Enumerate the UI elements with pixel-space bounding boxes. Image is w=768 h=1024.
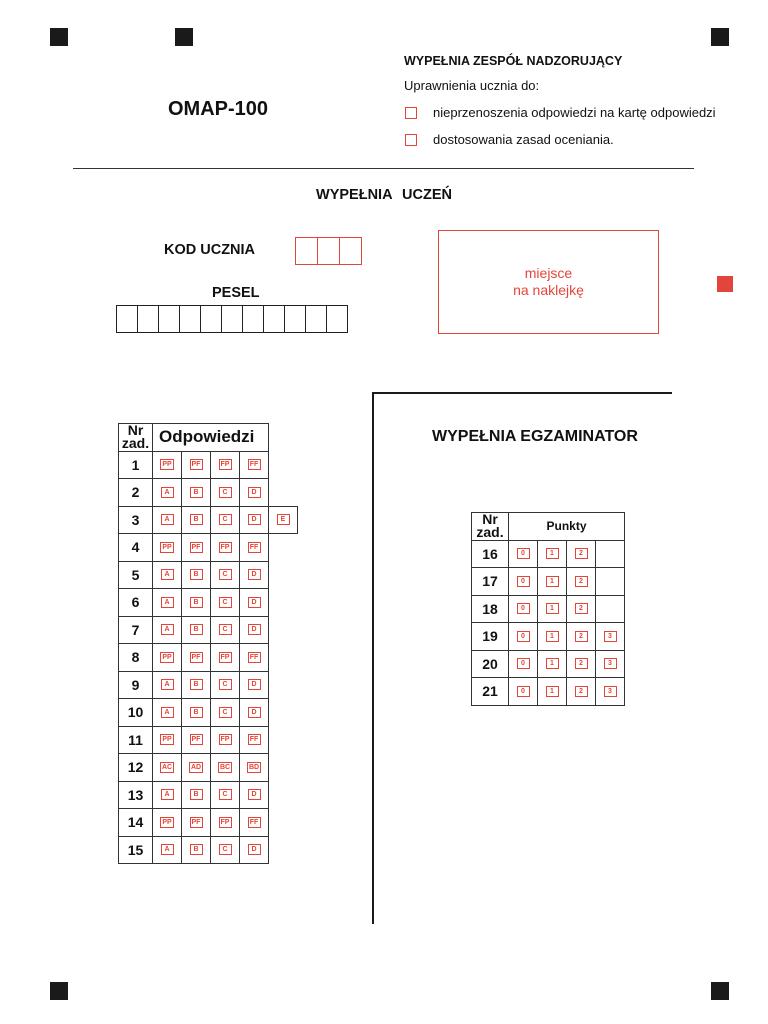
answer-cell bbox=[153, 754, 182, 782]
points-cell bbox=[567, 540, 596, 568]
registration-marker bbox=[50, 28, 68, 46]
answer-row bbox=[119, 809, 298, 837]
answer-cell bbox=[211, 726, 240, 754]
answer-cell bbox=[211, 534, 240, 562]
checkbox[interactable] bbox=[405, 107, 417, 119]
answer-option-box[interactable]: FP bbox=[219, 459, 232, 470]
points-cell bbox=[509, 595, 538, 623]
points-option-box[interactable]: 0 bbox=[517, 548, 530, 559]
answer-cell bbox=[240, 671, 269, 699]
answer-cell bbox=[240, 589, 269, 617]
answer-row bbox=[119, 534, 298, 562]
answer-option-box[interactable]: A bbox=[161, 569, 174, 580]
points-cell bbox=[567, 595, 596, 623]
points-cell bbox=[509, 623, 538, 651]
pesel-digit-box[interactable] bbox=[221, 305, 243, 333]
answer-cell bbox=[240, 836, 269, 864]
answer-option-box[interactable]: E bbox=[277, 514, 290, 525]
points-cell bbox=[538, 595, 567, 623]
answer-option-box[interactable]: D bbox=[248, 789, 261, 800]
answer-cell bbox=[240, 699, 269, 727]
answer-cell bbox=[240, 644, 269, 672]
supervisor-subtitle: Uprawnienia ucznia do: bbox=[404, 78, 540, 93]
points-cell bbox=[509, 678, 538, 706]
answer-option-box[interactable]: A bbox=[161, 624, 174, 635]
answer-cell bbox=[153, 671, 182, 699]
answer-option-box[interactable]: D bbox=[248, 707, 261, 718]
points-option-box[interactable]: 0 bbox=[517, 576, 530, 587]
answer-cell bbox=[182, 644, 211, 672]
answers-header: Odpowiedzi bbox=[153, 424, 269, 452]
answer-row bbox=[119, 836, 298, 864]
task-number: 7 bbox=[119, 616, 153, 644]
points-cell bbox=[509, 540, 538, 568]
answer-option-box[interactable]: FP bbox=[219, 542, 232, 553]
answer-option-box[interactable]: D bbox=[248, 514, 261, 525]
answer-option-box[interactable]: PF bbox=[190, 734, 203, 745]
answer-cell bbox=[153, 479, 182, 507]
answer-cell bbox=[211, 506, 240, 534]
points-table bbox=[471, 512, 625, 706]
points-option-box[interactable]: 1 bbox=[546, 576, 559, 587]
answer-option-box[interactable]: PP bbox=[162, 461, 172, 469]
answer-cell bbox=[240, 534, 269, 562]
answer-option-box[interactable]: FP bbox=[219, 817, 232, 828]
answer-cell bbox=[182, 506, 211, 534]
answer-cell bbox=[182, 699, 211, 727]
answer-cell bbox=[211, 451, 240, 479]
task-number: 21 bbox=[472, 678, 509, 706]
answer-option-box[interactable]: C bbox=[219, 597, 232, 608]
answer-option-box[interactable]: B bbox=[190, 679, 203, 690]
points-header-row bbox=[472, 513, 625, 541]
answer-row bbox=[119, 699, 298, 727]
points-option-box[interactable]: 2 bbox=[575, 548, 588, 559]
answers-header-row bbox=[119, 424, 298, 452]
answer-cell bbox=[182, 451, 211, 479]
points-option-box[interactable]: 3 bbox=[604, 658, 617, 669]
points-cell bbox=[596, 540, 625, 568]
points-header: Punkty bbox=[509, 513, 625, 541]
answer-option-box[interactable]: B bbox=[190, 514, 203, 525]
answer-option-box[interactable]: PP bbox=[162, 653, 172, 661]
pesel-digit-box[interactable] bbox=[242, 305, 264, 333]
task-number: 14 bbox=[119, 809, 153, 837]
checkbox-row[interactable] bbox=[405, 105, 716, 120]
header-nr-text: Nr bbox=[127, 422, 144, 439]
answer-cell bbox=[182, 809, 211, 837]
sticker-line-2: na naklejkę bbox=[513, 282, 584, 298]
answer-option-box[interactable]: FF bbox=[248, 817, 261, 828]
registration-marker bbox=[711, 28, 729, 46]
answer-cell bbox=[240, 726, 269, 754]
task-number: 16 bbox=[472, 540, 509, 568]
points-cell bbox=[538, 678, 567, 706]
answer-cell bbox=[153, 534, 182, 562]
task-number: 9 bbox=[119, 671, 153, 699]
points-option-box[interactable]: 3 bbox=[604, 631, 617, 642]
points-option-box[interactable]: 1 bbox=[546, 658, 559, 669]
points-cell bbox=[538, 568, 567, 596]
answer-option-box[interactable]: PF bbox=[190, 542, 203, 553]
divider bbox=[73, 168, 694, 169]
points-cell bbox=[538, 650, 567, 678]
answer-cell bbox=[182, 836, 211, 864]
header-nr-text: Nr bbox=[482, 511, 498, 528]
points-option-box[interactable]: 0 bbox=[517, 631, 530, 642]
points-cell bbox=[538, 540, 567, 568]
answer-row bbox=[119, 479, 298, 507]
answer-option-box[interactable]: B bbox=[190, 789, 203, 800]
answer-option-box[interactable]: A bbox=[161, 487, 174, 498]
code-digit-box[interactable] bbox=[339, 237, 362, 265]
answer-row bbox=[119, 616, 298, 644]
answer-row bbox=[119, 781, 298, 809]
registration-marker bbox=[50, 982, 68, 1000]
pesel-digit-box[interactable] bbox=[137, 305, 159, 333]
points-cell bbox=[596, 595, 625, 623]
answer-option-box[interactable]: C bbox=[219, 514, 232, 525]
answer-option-box[interactable]: C bbox=[219, 789, 232, 800]
points-option-box[interactable]: 0 bbox=[517, 603, 530, 614]
points-cell bbox=[596, 623, 625, 651]
answer-option-box[interactable]: D bbox=[248, 679, 261, 690]
answer-option-box[interactable]: PP bbox=[162, 543, 172, 551]
checkbox[interactable] bbox=[405, 134, 417, 146]
answer-cell bbox=[153, 616, 182, 644]
task-number: 13 bbox=[119, 781, 153, 809]
answer-cell bbox=[240, 616, 269, 644]
answer-cell bbox=[182, 589, 211, 617]
answer-cell bbox=[211, 479, 240, 507]
answer-option-box[interactable]: B bbox=[190, 844, 203, 855]
answer-cell bbox=[182, 616, 211, 644]
registration-marker bbox=[175, 28, 193, 46]
answer-cell bbox=[182, 479, 211, 507]
answer-option-box[interactable]: C bbox=[219, 487, 232, 498]
answer-cell bbox=[211, 616, 240, 644]
points-row bbox=[472, 595, 625, 623]
answer-cell bbox=[182, 726, 211, 754]
answer-cell bbox=[240, 781, 269, 809]
task-number: 4 bbox=[119, 534, 153, 562]
checkbox-row[interactable] bbox=[405, 132, 614, 147]
answer-cell bbox=[153, 561, 182, 589]
answer-cell bbox=[211, 589, 240, 617]
answer-row bbox=[119, 671, 298, 699]
points-cell bbox=[567, 623, 596, 651]
red-registration-marker bbox=[717, 276, 733, 292]
pesel-digit-box[interactable] bbox=[305, 305, 327, 333]
answer-cell bbox=[182, 781, 211, 809]
answer-cell bbox=[240, 451, 269, 479]
answer-row bbox=[119, 451, 298, 479]
answer-cell bbox=[211, 671, 240, 699]
answer-option-box[interactable]: C bbox=[219, 624, 232, 635]
task-number: 12 bbox=[119, 754, 153, 782]
points-cell bbox=[509, 650, 538, 678]
answer-option-box[interactable]: A bbox=[161, 707, 174, 718]
answer-cell bbox=[182, 561, 211, 589]
answer-cell bbox=[269, 506, 298, 534]
answer-option-box[interactable]: PF bbox=[190, 817, 203, 828]
answer-cell bbox=[153, 589, 182, 617]
pesel-digit-box[interactable] bbox=[326, 305, 348, 333]
answer-option-box[interactable]: D bbox=[248, 624, 261, 635]
points-cell bbox=[596, 678, 625, 706]
answer-option-box[interactable]: FP bbox=[219, 652, 232, 663]
answer-option-box[interactable]: B bbox=[190, 624, 203, 635]
answer-cell bbox=[240, 506, 269, 534]
task-number: 18 bbox=[472, 595, 509, 623]
points-option-box[interactable]: 1 bbox=[546, 686, 559, 697]
checkbox-label: nieprzenoszenia odpowiedzi na kartę odpowiedzi bbox=[433, 105, 716, 120]
task-number: 20 bbox=[472, 650, 509, 678]
answer-row bbox=[119, 644, 298, 672]
answer-cell bbox=[211, 561, 240, 589]
pesel-label: PESEL bbox=[212, 285, 260, 301]
student-section-title: WYPEŁNIA UCZEŃ bbox=[316, 187, 452, 203]
task-number: 17 bbox=[472, 568, 509, 596]
points-cell bbox=[596, 650, 625, 678]
answer-option-box[interactable]: FF bbox=[248, 542, 261, 553]
points-cell bbox=[538, 623, 567, 651]
answer-cell bbox=[153, 644, 182, 672]
answer-option-box[interactable]: D bbox=[248, 597, 261, 608]
supervisor-title: WYPEŁNIA ZESPÓŁ NADZORUJĄCY bbox=[404, 54, 623, 68]
answer-cell bbox=[211, 644, 240, 672]
answer-option-box[interactable]: FF bbox=[248, 734, 261, 745]
answer-cell bbox=[153, 809, 182, 837]
task-number: 8 bbox=[119, 644, 153, 672]
student-code-field[interactable] bbox=[296, 237, 362, 265]
exam-code: OMAP-100 bbox=[168, 98, 269, 120]
answer-cell bbox=[153, 836, 182, 864]
answer-option-box[interactable]: C bbox=[219, 679, 232, 690]
points-option-box[interactable]: 3 bbox=[604, 686, 617, 697]
answer-option-box[interactable]: A bbox=[161, 597, 174, 608]
answer-option-box[interactable]: A bbox=[161, 844, 174, 855]
points-option-box[interactable]: 1 bbox=[546, 631, 559, 642]
answer-cell bbox=[153, 781, 182, 809]
pesel-digit-box[interactable] bbox=[284, 305, 306, 333]
task-number: 15 bbox=[119, 836, 153, 864]
answer-cell bbox=[211, 836, 240, 864]
pesel-field[interactable] bbox=[117, 305, 348, 333]
answer-cell bbox=[153, 726, 182, 754]
examiner-section-title: WYPEŁNIA EGZAMINATOR bbox=[432, 428, 638, 445]
points-option-box[interactable]: 1 bbox=[546, 603, 559, 614]
pesel-digit-box[interactable] bbox=[179, 305, 201, 333]
points-option-box[interactable]: 2 bbox=[575, 576, 588, 587]
answer-option-box[interactable]: BC bbox=[219, 763, 231, 771]
answer-row bbox=[119, 589, 298, 617]
points-cell bbox=[567, 650, 596, 678]
points-option-box[interactable]: 2 bbox=[575, 686, 588, 697]
answer-option-box[interactable]: FF bbox=[248, 459, 261, 470]
answer-option-box[interactable]: C bbox=[219, 569, 232, 580]
answer-cell bbox=[153, 506, 182, 534]
answer-option-box[interactable]: PF bbox=[190, 459, 203, 470]
answer-cell bbox=[182, 534, 211, 562]
task-number: 6 bbox=[119, 589, 153, 617]
points-row bbox=[472, 650, 625, 678]
answer-option-box[interactable]: B bbox=[190, 597, 203, 608]
points-option-box[interactable]: 2 bbox=[575, 658, 588, 669]
pesel-digit-box[interactable] bbox=[263, 305, 285, 333]
answer-option-box[interactable]: C bbox=[219, 707, 232, 718]
answer-row bbox=[119, 561, 298, 589]
answer-option-box[interactable]: AC bbox=[161, 763, 173, 771]
answer-option-box[interactable]: FF bbox=[248, 652, 261, 663]
sticker-line-1: miejsce bbox=[524, 265, 573, 281]
task-number-header bbox=[472, 513, 509, 541]
answer-option-box[interactable]: A bbox=[161, 514, 174, 525]
answer-cell bbox=[211, 781, 240, 809]
task-number: 19 bbox=[472, 623, 509, 651]
task-number: 2 bbox=[119, 479, 153, 507]
answer-cell bbox=[211, 809, 240, 837]
code-digit-box[interactable] bbox=[317, 237, 340, 265]
answer-row bbox=[119, 754, 298, 782]
answer-option-box[interactable]: PP bbox=[162, 818, 172, 826]
task-number: 10 bbox=[119, 699, 153, 727]
points-option-box[interactable]: 2 bbox=[575, 603, 588, 614]
answer-cell bbox=[211, 754, 240, 782]
points-cell bbox=[596, 568, 625, 596]
answer-option-box[interactable]: A bbox=[161, 679, 174, 690]
task-number: 5 bbox=[119, 561, 153, 589]
answer-option-box[interactable]: D bbox=[248, 569, 261, 580]
answer-option-box[interactable]: B bbox=[190, 569, 203, 580]
pesel-digit-box[interactable] bbox=[116, 305, 138, 333]
points-option-box[interactable]: 1 bbox=[546, 548, 559, 559]
section-divider-vertical bbox=[372, 392, 374, 924]
answer-cell bbox=[240, 809, 269, 837]
answer-option-box[interactable]: B bbox=[190, 487, 203, 498]
answer-option-box[interactable]: PF bbox=[190, 652, 203, 663]
answer-cell bbox=[153, 699, 182, 727]
answer-option-box[interactable]: AD bbox=[190, 763, 202, 771]
points-row bbox=[472, 540, 625, 568]
points-row bbox=[472, 623, 625, 651]
task-number: 3 bbox=[119, 506, 153, 534]
answer-row bbox=[119, 506, 298, 534]
answer-option-box[interactable]: FP bbox=[219, 734, 232, 745]
answers-table bbox=[118, 423, 298, 864]
sticker-area bbox=[438, 230, 659, 334]
points-cell bbox=[509, 568, 538, 596]
answer-cell bbox=[211, 699, 240, 727]
answer-row bbox=[119, 726, 298, 754]
checkbox-label: dostosowania zasad oceniania. bbox=[433, 132, 614, 147]
answer-option-box[interactable]: C bbox=[219, 844, 232, 855]
header-zad-text: zad. bbox=[121, 435, 150, 452]
points-row bbox=[472, 678, 625, 706]
code-digit-box[interactable] bbox=[295, 237, 318, 265]
points-cell bbox=[567, 678, 596, 706]
points-option-box[interactable]: 0 bbox=[517, 686, 530, 697]
student-code-label: KOD UCZNIA bbox=[164, 242, 256, 258]
points-row bbox=[472, 568, 625, 596]
answer-option-box[interactable]: D bbox=[248, 844, 261, 855]
task-number-header bbox=[119, 424, 153, 452]
points-option-box[interactable]: 0 bbox=[517, 658, 530, 669]
registration-marker bbox=[711, 982, 729, 1000]
header-zad-text: zad. bbox=[476, 524, 504, 541]
answer-option-box[interactable]: PP bbox=[162, 736, 172, 744]
answer-cell bbox=[182, 754, 211, 782]
pesel-digit-box[interactable] bbox=[158, 305, 180, 333]
task-number: 1 bbox=[119, 451, 153, 479]
answer-option-box[interactable]: BD bbox=[248, 763, 260, 771]
task-number: 11 bbox=[119, 726, 153, 754]
answer-cell bbox=[182, 671, 211, 699]
answer-option-box[interactable]: A bbox=[161, 789, 174, 800]
answer-cell bbox=[153, 451, 182, 479]
points-option-box[interactable]: 2 bbox=[575, 631, 588, 642]
section-divider-horizontal bbox=[372, 392, 672, 394]
answer-cell bbox=[240, 561, 269, 589]
answer-option-box[interactable]: D bbox=[248, 487, 261, 498]
pesel-digit-box[interactable] bbox=[200, 305, 222, 333]
answer-option-box[interactable]: B bbox=[190, 707, 203, 718]
answer-cell bbox=[240, 754, 269, 782]
points-cell bbox=[567, 568, 596, 596]
answer-cell bbox=[240, 479, 269, 507]
